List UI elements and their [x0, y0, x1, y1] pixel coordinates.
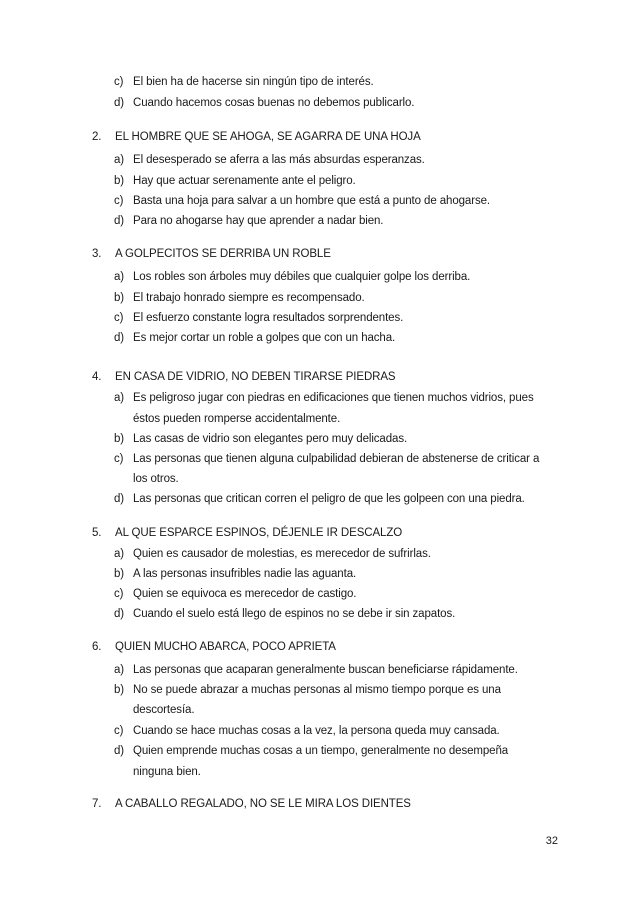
- option-letter: b): [114, 175, 125, 187]
- option-letter: d): [114, 608, 125, 620]
- option-text: Los robles son árboles muy débiles que cualquier golpe los derriba.: [133, 271, 471, 283]
- option-text: Quien se equivoca es merecedor de castigo.: [133, 588, 357, 600]
- option-text: Hay que actuar serenamente ante el peligro.: [133, 175, 356, 187]
- question-title: EL HOMBRE QUE SE AHOGA, SE AGARRA DE UNA HOJA: [115, 131, 421, 143]
- option-text: El desesperado se aferra a las más absurdas esperanzas.: [133, 154, 425, 166]
- option-text: No se puede abrazar a muchas personas al mismo tiempo porque es una: [133, 684, 501, 696]
- option-letter: a): [114, 548, 125, 560]
- question-number: 4.: [92, 371, 102, 383]
- option-text-continued: los otros.: [133, 473, 179, 485]
- option-letter: c): [114, 312, 124, 324]
- option-text-continued: descortesía.: [133, 704, 195, 716]
- option-text: El trabajo honrado siempre es recompensado.: [133, 292, 365, 304]
- option-text: Quien emprende muchas cosas a un tiempo, generalmente no desempeña: [133, 745, 509, 757]
- option-text: Cuando hacemos cosas buenas no debemos publicarlo.: [133, 97, 415, 109]
- option-letter: b): [114, 568, 125, 580]
- question-number: 6.: [92, 641, 102, 653]
- question-title: A GOLPECITOS SE DERRIBA UN ROBLE: [115, 248, 331, 260]
- option-text: Las personas que critican corren el peligro de que les golpeen con una piedra.: [133, 493, 525, 505]
- question-title: QUIEN MUCHO ABARCA, POCO APRIETA: [115, 641, 336, 653]
- option-text: Las casas de vidrio son elegantes pero muy delicadas.: [133, 433, 408, 445]
- option-text: A las personas insufribles nadie las aguanta.: [133, 568, 357, 580]
- option-letter: d): [114, 215, 125, 227]
- question-title: A CABALLO REGALADO, NO SE LE MIRA LOS DIENTES: [115, 798, 411, 810]
- question-number: 7.: [92, 798, 102, 810]
- option-letter: a): [114, 154, 125, 166]
- option-letter: c): [114, 76, 124, 88]
- option-letter: d): [114, 332, 125, 344]
- option-text: Quien es causador de molestias, es merecedor de sufrirlas.: [133, 548, 431, 560]
- option-text: Las personas que tienen alguna culpabilidad debieran de abstenerse de criticar a: [133, 453, 540, 465]
- option-letter: a): [114, 392, 125, 404]
- question-title: AL QUE ESPARCE ESPINOS, DÉJENLE IR DESCALZO: [115, 527, 403, 539]
- option-text: El esfuerzo constante logra resultados sorprendentes.: [133, 312, 404, 324]
- page-number: 32: [545, 835, 558, 847]
- option-letter: b): [114, 433, 125, 445]
- option-text: Es peligroso jugar con piedras en edificaciones que tienen muchos vidrios, pues: [133, 392, 534, 404]
- option-text: Para no ahogarse hay que aprender a nadar bien.: [133, 215, 384, 227]
- option-letter: c): [114, 453, 124, 465]
- option-letter: d): [114, 97, 125, 109]
- option-letter: c): [114, 725, 124, 737]
- option-letter: b): [114, 684, 125, 696]
- option-text-continued: éstos pueden romperse accidentalmente.: [133, 413, 341, 425]
- option-text: Cuando se hace muchas cosas a la vez, la persona queda muy cansada.: [133, 725, 500, 737]
- option-text: Cuando el suelo está llego de espinos no se debe ir sin zapatos.: [133, 608, 456, 620]
- question-number: 3.: [92, 248, 102, 260]
- option-letter: b): [114, 292, 125, 304]
- option-letter: c): [114, 588, 124, 600]
- option-letter: d): [114, 745, 125, 757]
- option-letter: a): [114, 664, 125, 676]
- option-text-continued: ninguna bien.: [133, 766, 201, 778]
- option-text: Es mejor cortar un roble a golpes que con un hacha.: [133, 332, 396, 344]
- question-title: EN CASA DE VIDRIO, NO DEBEN TIRARSE PIEDRAS: [115, 371, 396, 383]
- option-text: Las personas que acaparan generalmente buscan beneficiarse rápidamente.: [133, 664, 518, 676]
- question-number: 2.: [92, 131, 102, 143]
- option-text: El bien ha de hacerse sin ningún tipo de interés.: [133, 76, 374, 88]
- option-letter: d): [114, 493, 125, 505]
- option-text: Basta una hoja para salvar a un hombre que está a punto de ahogarse.: [133, 195, 490, 207]
- question-number: 5.: [92, 527, 102, 539]
- option-letter: a): [114, 271, 125, 283]
- option-letter: c): [114, 195, 124, 207]
